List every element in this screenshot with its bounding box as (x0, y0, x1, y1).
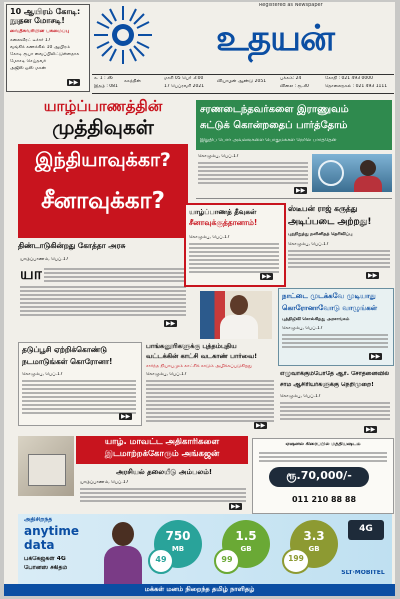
pack-3-price-circle (282, 548, 310, 574)
corona-body (22, 380, 136, 416)
loan-ad-body (259, 452, 387, 464)
weekday: வியாழன் ஆண்டு 2051 (217, 79, 267, 84)
arrow-icon: ▶▶ (166, 320, 176, 327)
election-headline-2: சாம ஆசிரியர்களுக்கு நெறிமுறை! (280, 382, 374, 388)
stepan-headline-1: ஸ்டீபன் ராஜ் கருத்து (288, 205, 358, 213)
election-body (280, 402, 390, 422)
arrow-icon: ▶▶ (296, 187, 306, 194)
lead-byline: யாழ்ப்பாணம், பெப்.17 (20, 257, 69, 262)
pack-3-price: 199 (288, 555, 304, 563)
date-tamil: மாசி 05 பொ் 3:00 (164, 76, 204, 81)
loan-amount: ரூ.70,000/- (286, 470, 352, 482)
person-torso-icon (220, 315, 258, 339)
pack-2-price-circle (214, 548, 240, 574)
teaser-heading: 10 ஆயிரம் கோடி: நூதன மோசடி! (10, 7, 81, 26)
model-body-icon (104, 546, 142, 584)
un-emblem-icon (318, 160, 344, 186)
person-head-icon (230, 295, 248, 315)
pack-1-price-circle (148, 548, 174, 574)
election-headline-1: எழுவாக்கும்போதே ஆர். சோதனைவில் (280, 371, 390, 377)
stepan-sub: புறநிறுத்து நளினிதத் தெரிவிப்பு (288, 232, 353, 237)
right-top-headline-box (196, 100, 392, 150)
portrait-photo (200, 291, 272, 339)
arrow-icon: ▶▶ (69, 79, 79, 86)
teaser-sub: வைதீசுவரியின் பசுமைப்பு (10, 29, 70, 34)
vaccine-box (278, 288, 394, 366)
pages: பக்கம்: 24 (280, 76, 302, 81)
banner-headline-1: யாழ். மாவட்ட அதிகாரிகளை (104, 438, 220, 447)
un-photo (312, 154, 392, 192)
divider (196, 198, 392, 199)
pack-2-price: 99 (221, 555, 233, 564)
date-strip (92, 74, 394, 94)
teaser-line: வங்கிக் கணக்கில் 10 ஆயிரம் (10, 45, 70, 50)
ad-line-1: அதிசிறந்த (24, 517, 53, 523)
issue: இதழ் : 081 (94, 84, 118, 89)
lead-kicker: யாழ்ப்பாணத்தின் (43, 98, 163, 115)
person-icon (360, 160, 376, 176)
lead-headline-2: சீனாவுக்கா? (41, 188, 165, 214)
sun-logo-icon (92, 4, 154, 66)
arrow-icon: ▶▶ (262, 273, 272, 280)
teaser-line: கோடி ரூபா வைப்பிலிட்டுள்ளதாக (10, 52, 80, 57)
loan-ad (252, 438, 394, 514)
vaccine-sub: புத்திஜீவி சொல்கிறது அரசாங்கம் (282, 317, 350, 322)
arrow-icon: ▶▶ (371, 353, 381, 360)
arrow-icon: ▶▶ (231, 503, 241, 510)
volume: சு. 1 : 36 (94, 76, 113, 81)
teaser-box (6, 4, 90, 92)
vaccine-headline-2: கொரோனாவோடு வாழுங்கள் (282, 304, 378, 312)
ballot-photo (18, 436, 74, 496)
pongal-headline-1: பாங்கனூரிகளுக்கு புத்தம்புதிய (146, 343, 237, 350)
arrow-icon: ▶▶ (256, 422, 266, 429)
pack-3-unit: GB (308, 545, 320, 553)
footer-slogan: மக்கள் மனம் நிறைந்த தமிழ் நாளிதழ் (144, 586, 255, 593)
corona-box (18, 342, 142, 426)
banner-sub: அரசியல் தலையீடு அம்பலம்! (115, 468, 213, 476)
right-top-sub: இறுதிப் போர் அவலங்களை பொதுமக்கள் நேரில் பார்த்தேன் (200, 138, 337, 143)
loan-amount-badge (269, 467, 369, 487)
right-top-headline-1: சரணடைந்தவர்களை இராணுவம் (200, 104, 349, 115)
arrow-icon: ▶▶ (368, 272, 378, 279)
pongal-body (146, 380, 274, 424)
vaccine-byline: கொழும்பு, பெப்.17 (282, 326, 323, 331)
mid-kicker: யாழ்ப்பாணத் தீவுகள் (189, 208, 257, 216)
mid-headline: சீனாவுக்குத்தானாம்! (189, 219, 258, 227)
lead-body-2 (20, 286, 186, 318)
pack-2-unit: GB (240, 545, 252, 553)
phone: கோதி : 021 493 0000 (325, 76, 373, 81)
pongal-headline-2: வட்டக்கின் காட்சி வடகாண் பார்வை! (146, 353, 258, 360)
stepan-body (288, 250, 390, 270)
registered-note: Registered as Newspaper (259, 3, 323, 8)
lead-body (44, 268, 186, 284)
arrow-icon: ▶▶ (366, 426, 376, 433)
right-top-byline: கொழும்பு, பெப்.17 (198, 154, 239, 159)
ad-line-3: data (24, 539, 55, 552)
mid-story-box (184, 203, 286, 287)
lead-strap: திண்டாடுகின்றது கோத்தா அரசு (18, 242, 126, 250)
date-english: 17 பெப்ரவரி 2021 (164, 84, 205, 89)
right-top-body (198, 162, 308, 186)
vaccine-headline-1: நாட்டை முடக்கவே முடியாது (282, 292, 376, 300)
teaser-line: கலைவீரட் டீச்சர் 17 (10, 38, 51, 43)
mid-body (189, 243, 279, 275)
banner-body (80, 488, 246, 504)
model-photo (98, 516, 148, 584)
stepan-headline-2: அடிப்படை அற்றது! (288, 217, 372, 227)
ballot-box-icon (28, 454, 66, 486)
ad-line-2: anytime (24, 525, 79, 538)
price: விலை : ரூ.30 (280, 84, 309, 89)
election-byline: கொழும்பு, பெப்.17 (280, 394, 321, 399)
lead-headline-box (18, 144, 188, 238)
corona-headline-1: தடுப்பூசி ஏற்றிக்கொண்டு (22, 346, 107, 354)
corona-byline: கொழும்பு, பெப்.17 (22, 372, 63, 377)
teaser-line: அஜீஸ் ஓஸ் மகன் (10, 66, 46, 71)
loan-phone: 011 210 88 88 (291, 495, 357, 504)
lead-dropcap: யா (20, 265, 43, 283)
pack-1-price: 49 (155, 555, 167, 564)
footer-strip (4, 584, 395, 596)
label-tamil: சுகத்தின் (124, 79, 141, 84)
pack-3-data: 3.3 (303, 530, 325, 543)
stepan-byline: கொழும்பு, பெப்.17 (288, 242, 329, 247)
loan-ad-line: ஏஷ்னல் கிரைப்பில் மத்தியஷ்டம் (285, 442, 361, 447)
pongal-sub: சார்ந்த நியாயமும் காட்சிக் காடும் அழிக்கப்படுகிறது (146, 364, 252, 369)
teaser-line: மோசடி செய்தவர் (10, 59, 47, 64)
vaccine-body (282, 334, 388, 350)
lead-headline-1: இந்தியாவுக்கா? (35, 150, 171, 171)
lead-kicker-2: முத்திவுகள் (52, 116, 154, 139)
mid-byline: கொழும்பு, பெப்.17 (189, 235, 230, 240)
banner-byline: யாழ்ப்பாணம், பெப்.17 (80, 480, 129, 485)
4g-badge (348, 520, 384, 540)
telecom-ad (18, 514, 392, 584)
right-top-headline-2: சுட்டுக் கொன்றதைப் பார்த்தோம் (200, 120, 348, 131)
brand-logo: SLT·MOBITEL (341, 570, 385, 576)
model-head-icon (112, 522, 134, 546)
pack-1-data: 750 (165, 530, 191, 543)
corona-headline-2: நடமாடுங்கள் கொரோனா! (22, 358, 113, 366)
arrow-icon: ▶▶ (121, 413, 131, 420)
ad-line-5: போனஸ் சகிதம் (24, 565, 68, 571)
newspaper-page (4, 2, 395, 596)
ad-line-4: பக்கேஜ்கள் 4G (24, 556, 66, 562)
pack-1-unit: MB (171, 545, 185, 553)
4g-badge-label: 4G (359, 524, 373, 534)
pongal-byline: கொழும்பு, பெப்.17 (146, 372, 187, 377)
fax: தொலைநகல் : 021 493 1111 (325, 84, 388, 89)
person-body-icon (354, 176, 382, 192)
banner-headline-box (76, 436, 248, 464)
banner-headline-2: இடமாற்றக்கோரும் அங்கஜன் (104, 450, 220, 459)
pack-2-data: 1.5 (235, 530, 257, 543)
masthead-title: உதயன் (216, 18, 334, 59)
